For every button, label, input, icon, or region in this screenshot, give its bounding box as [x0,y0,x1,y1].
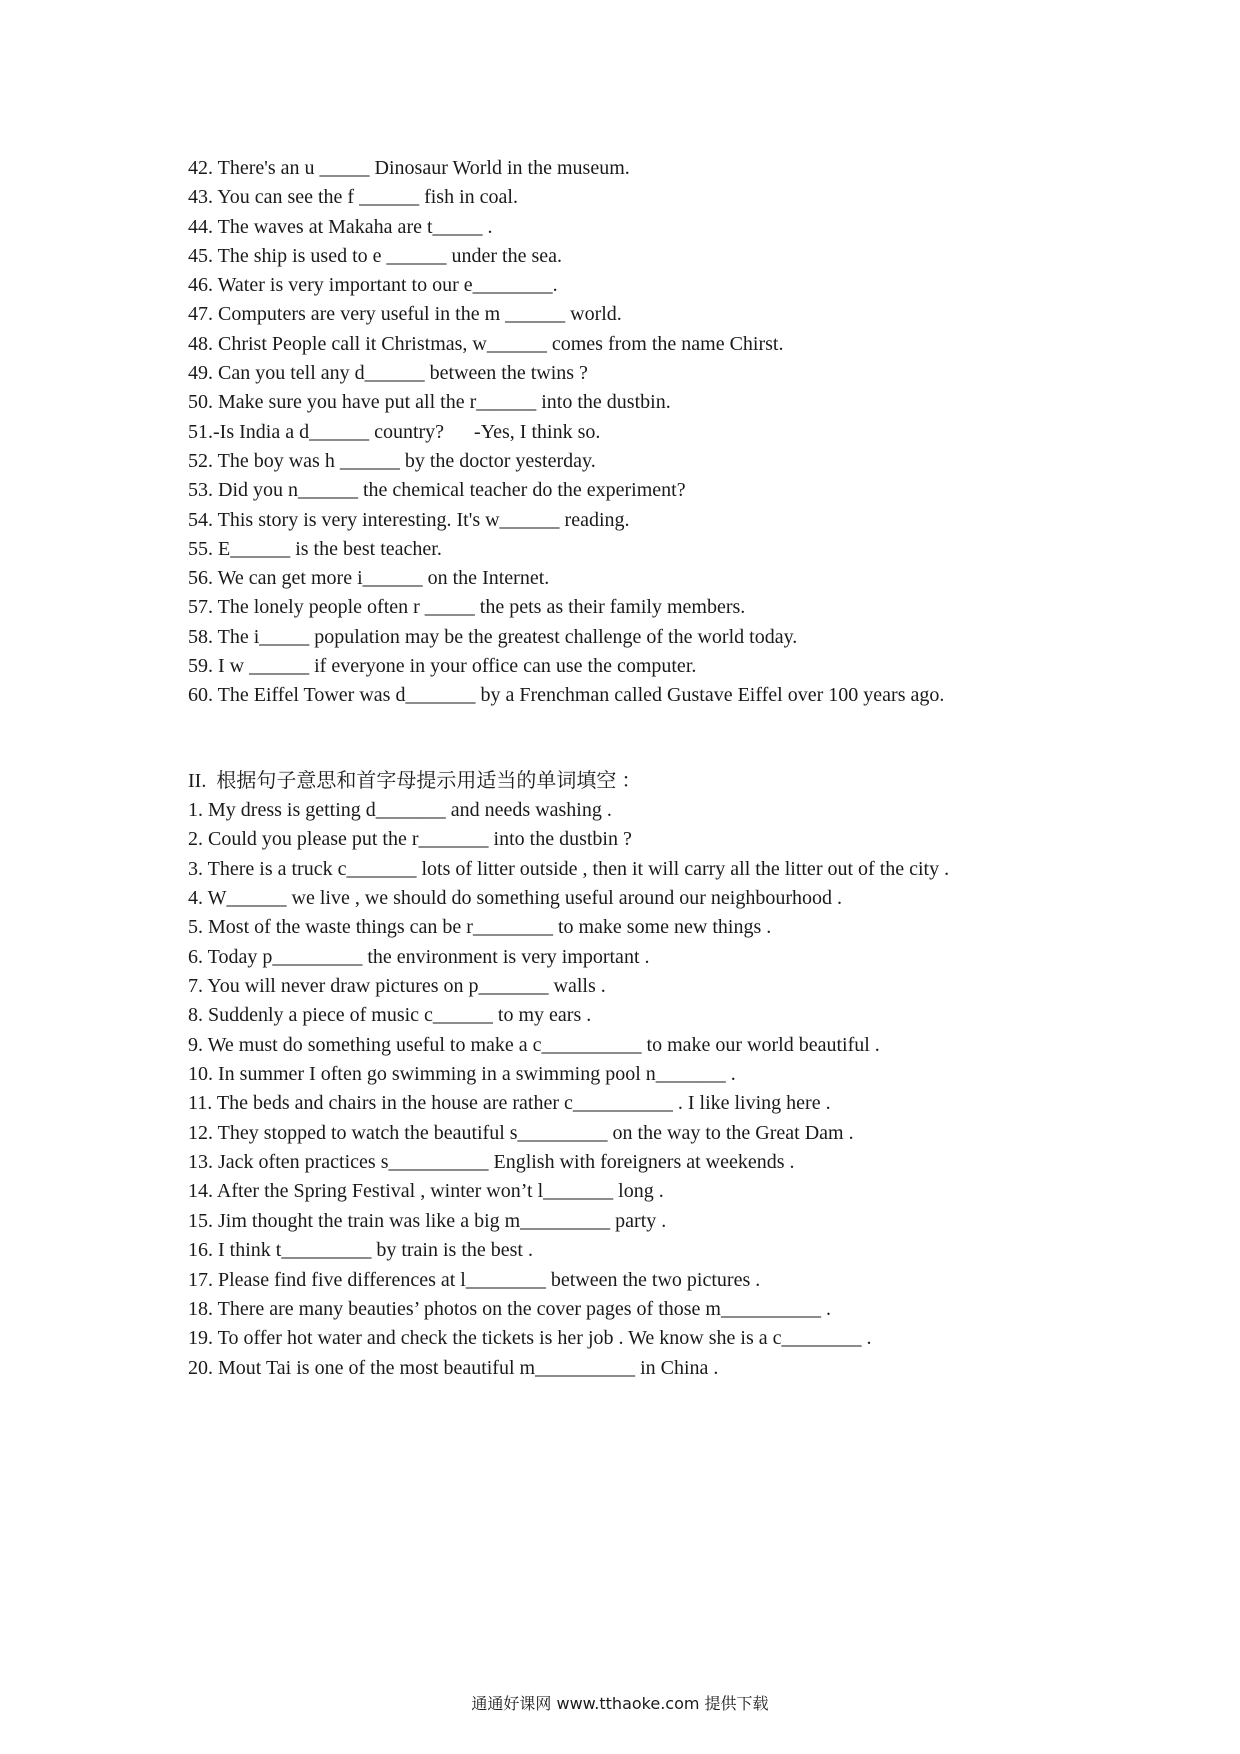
exercise-item: 2. Could you please put the r_______ into the dustbin ? [188,828,632,851]
exercise-item: 10. In summer I often go swimming in a swimming pool n_______ . [188,1063,736,1086]
exercise-item: 47. Computers are very useful in the m ______ world. [188,303,622,326]
exercise-item: 20. Mout Tai is one of the most beautiful m__________ in China . [188,1356,719,1379]
exercise-item: 6. Today p_________ the environment is very important . [188,945,650,968]
exercise-item: 17. Please find five differences at l________ between the two pictures . [188,1268,761,1291]
section-heading: II. 根据句子意思和首字母提示用适当的单词填空 ： [188,770,642,792]
exercise-item: 5. Most of the waste things can be r________ to make some new things . [188,916,772,939]
exercise-item: 58. The i_____ population may be the greatest challenge of the world today. [188,625,798,648]
exercise-item: 50. Make sure you have put all the r______ into the dustbin. [188,391,671,414]
exercise-item: 1. My dress is getting d_______ and needs washing . [188,799,612,821]
exercise-item: 11. The beds and chairs in the house are rather c__________ . I like living here . [188,1092,831,1115]
exercise-list-part1 [188,154,944,711]
exercise-item: 53. Did you n______ the chemical teacher do the experiment? [188,479,686,502]
exercise-item: 52. The boy was h ______ by the doctor yesterday. [188,449,596,472]
exercise-item: 46. Water is very important to our e________. [188,274,558,297]
exercise-item: 49. Can you tell any d______ between the twins ? [188,362,588,385]
exercise-item: 12. They stopped to watch the beautiful s_________ on the way to the Great Dam . [188,1121,854,1144]
exercise-item: 42. There's an u _____ Dinosaur World in the museum. [188,157,630,179]
exercise-item: 14. After the Spring Festival , winter won’t l_______ long . [188,1180,664,1203]
exercise-item: 13. Jack often practices s__________ English with foreigners at weekends . [188,1151,795,1174]
exercise-item: 56. We can get more i______ on the Internet. [188,567,550,590]
exercise-item: 48. Christ People call it Christmas, w______ comes from the name Chirst. [188,332,784,355]
exercise-item: 51.-Is India a d______ country? -Yes, I think so. [188,420,601,443]
exercise-item: 59. I w ______ if everyone in your office can use the computer. [188,655,697,678]
exercise-item: 9. We must do something useful to make a c__________ to make our world beautiful . [188,1033,880,1056]
exercise-item: 8. Suddenly a piece of music c______ to my ears . [188,1004,592,1027]
exercise-item: 54. This story is very interesting. It's w______ reading. [188,508,630,531]
exercise-item: 3. There is a truck c_______ lots of litter outside , then it will carry all the litter out of the city . [188,857,950,880]
exercise-item: 15. Jim thought the train was like a big m_________ party . [188,1209,667,1232]
exercise-item: 18. There are many beauties’ photos on the cover pages of those m__________ . [188,1297,831,1320]
exercise-item: 43. You can see the f ______ fish in coal. [188,186,518,209]
footer-source-note: 通通好课网 www.tthaoke.com 提供下载 [471,1694,769,1713]
exercise-item: 55. E______ is the best teacher. [188,537,442,560]
exercise-item: 45. The ship is used to e ______ under the sea. [188,244,563,267]
exercise-list-part2 [188,796,949,1383]
exercise-item: 60. The Eiffel Tower was d_______ by a Frenchman called Gustave Eiffel over 100 years ago. [188,684,945,707]
exercise-item: 16. I think t_________ by train is the best . [188,1239,533,1262]
exercise-item: 4. W______ we live , we should do something useful around our neighbourhood . [188,887,842,910]
exercise-item: 7. You will never draw pictures on p_______ walls . [188,975,606,998]
exercise-item: 57. The lonely people often r _____ the pets as their family members. [188,596,746,619]
exercise-item: 44. The waves at Makaha are t_____ . [188,215,493,238]
exercise-item: 19. To offer hot water and check the tickets is her job . We know she is a c________ . [188,1327,872,1350]
